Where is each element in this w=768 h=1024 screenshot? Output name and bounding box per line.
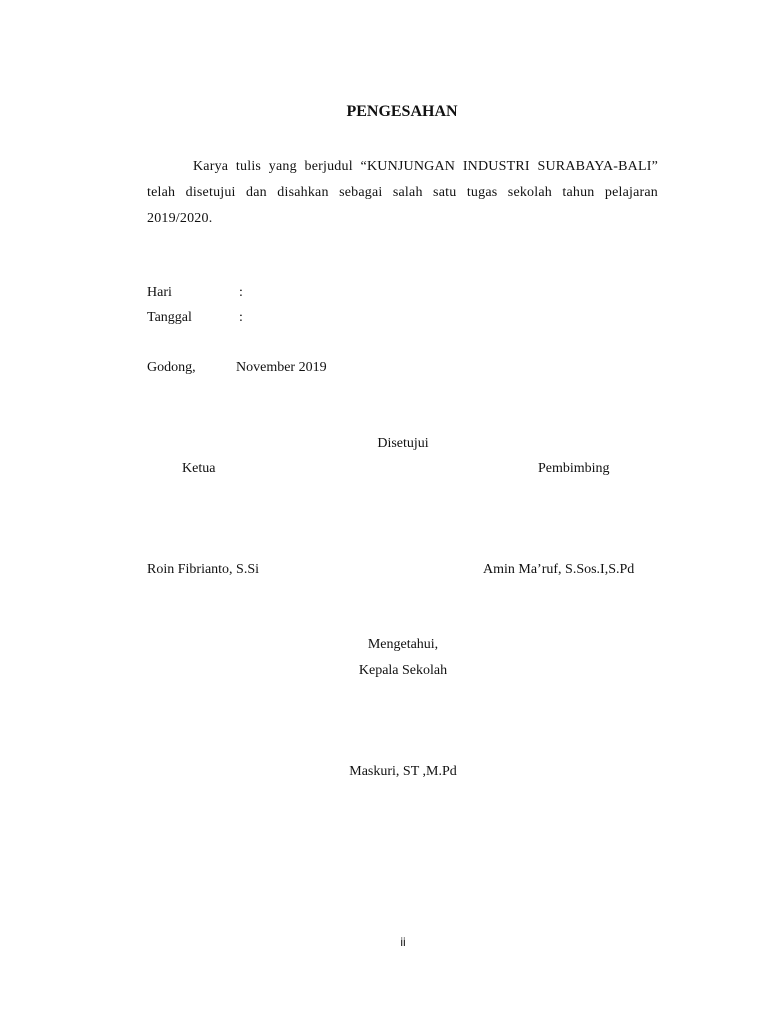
field-label-hari: Hari xyxy=(147,285,172,300)
place-text: Godong, xyxy=(147,360,196,375)
field-separator-hari: : xyxy=(239,285,243,300)
right-role: Pembimbing xyxy=(538,461,610,476)
right-signatory-name: Amin Ma’ruf, S.Sos.I,S.Pd xyxy=(483,562,635,577)
left-role: Ketua xyxy=(182,461,216,476)
date-text: November 2019 xyxy=(236,360,327,375)
acknowledgement-name: Maskuri, ST ,M.Pd xyxy=(349,764,457,779)
approval-heading: Disetujui xyxy=(377,436,429,451)
page-title: PENGESAHAN xyxy=(346,103,458,120)
acknowledgement-role: Kepala Sekolah xyxy=(358,663,448,678)
left-signatory-name: Roin Fibrianto, S.Si xyxy=(147,562,260,577)
intro-paragraph: Karya tulis yang berjudul “KUNJUNGAN INDUSTRI SURABAYA-BALI” telah disetujui dan disahkan sebagai salah satu tugas sekolah tahun pelajaran 2019/2020. xyxy=(147,159,658,226)
field-separator-tanggal: : xyxy=(239,310,243,325)
field-label-tanggal: Tanggal xyxy=(147,310,192,325)
acknowledgement-heading: Mengetahui, xyxy=(367,637,439,652)
page-number: ii xyxy=(400,935,406,949)
